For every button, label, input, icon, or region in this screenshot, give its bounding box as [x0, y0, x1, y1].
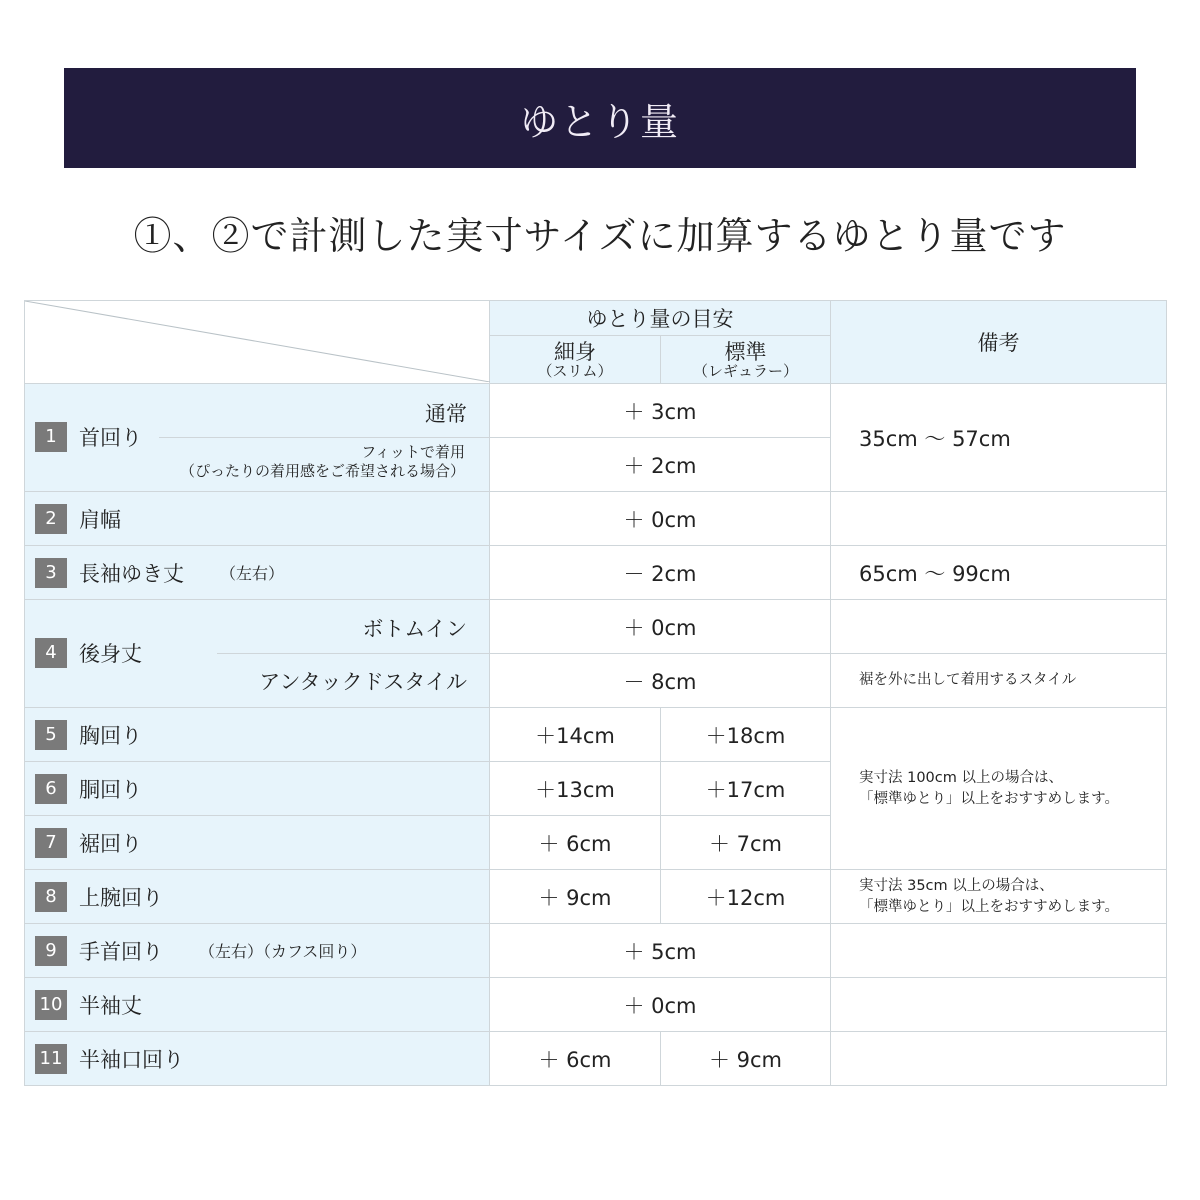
remark-line: 「標準ゆとり」以上をおすすめします。: [859, 790, 1119, 807]
sleeve-remark: 65cm 〜 99cm: [831, 546, 1167, 600]
row-short-sleeve-label: [25, 978, 490, 1032]
row-note: （左右）（カフス回り）: [199, 942, 367, 961]
row-number-badge: 6: [35, 774, 67, 804]
header-slim: [490, 336, 661, 384]
short-sleeve-remark: [831, 978, 1167, 1032]
row-number-badge: 8: [35, 882, 67, 912]
back-bottom-in-remark: [831, 600, 1167, 654]
back-bottom-in-label: ボトムイン: [362, 617, 467, 641]
short-sleeve-opening-remark: [831, 1032, 1167, 1086]
back-untucked-value: － 8cm: [490, 654, 831, 708]
row-label: 長袖ゆき丈: [79, 561, 184, 586]
page-subtitle: ①、②で計測した実寸サイズに加算するゆとり量です: [133, 214, 1067, 258]
row-sleeve-label: [25, 546, 490, 600]
row-label: 上腕回り: [79, 885, 163, 910]
row-label: 胸回り: [79, 723, 142, 748]
row-number-badge: 3: [35, 558, 67, 588]
row-label: 半袖口回り: [79, 1047, 184, 1072]
header-diagonal-line: [25, 301, 490, 382]
chest-slim-value: ＋14cm: [490, 708, 661, 762]
row-neck-label: [25, 384, 490, 492]
row-hem-label: [25, 816, 490, 870]
row-number-badge: 7: [35, 828, 67, 858]
chest-waist-hem-remark: [831, 708, 1167, 870]
neck-fit-value: ＋ 2cm: [490, 438, 831, 492]
back-length-divider: [217, 653, 489, 654]
header-regular: [661, 336, 831, 384]
row-short-sleeve-opening-label: [25, 1032, 490, 1086]
remark-line: 実寸法 100cm 以上の場合は、: [859, 769, 1063, 786]
row-number-badge: 4: [35, 638, 67, 668]
header-remarks-label: 備考: [977, 331, 1020, 355]
row-upper-arm-label: [25, 870, 490, 924]
shoulder-value: ＋ 0cm: [490, 492, 831, 546]
row-chest-label: [25, 708, 490, 762]
remark-line: 実寸法 35cm 以上の場合は、: [859, 877, 1054, 894]
row-waist-label: [25, 762, 490, 816]
short-sleeve-opening-slim-value: ＋ 6cm: [490, 1032, 661, 1086]
row-number-badge: 10: [35, 990, 67, 1020]
allowance-table: [24, 300, 1167, 1086]
header-regular-label: 標準: [724, 339, 767, 364]
neck-divider: [159, 437, 489, 438]
shoulder-remark: [831, 492, 1167, 546]
remark-line: 「標準ゆとり」以上をおすすめします。: [859, 898, 1119, 915]
hem-regular-value: ＋ 7cm: [661, 816, 831, 870]
neck-fit-block: [180, 443, 465, 481]
header-remarks: [831, 301, 1167, 384]
waist-slim-value: ＋13cm: [490, 762, 661, 816]
row-shoulder-label: [25, 492, 490, 546]
header-slim-label: 細身: [554, 339, 596, 364]
header-corner: [25, 301, 490, 384]
back-untucked-label: アンタックドスタイル: [259, 670, 467, 694]
neck-fit-label: フィットで着用: [361, 443, 465, 461]
row-label: 裾回り: [79, 831, 142, 856]
row-label: 後身丈: [79, 642, 142, 666]
row-label: 首回り: [79, 426, 142, 450]
row-note: （左右）: [220, 564, 285, 583]
row-number-badge: 11: [35, 1044, 67, 1074]
row-number-badge: 1: [35, 422, 67, 452]
waist-regular-value: ＋17cm: [661, 762, 831, 816]
upper-arm-slim-value: ＋ 9cm: [490, 870, 661, 924]
row-label: 肩幅: [79, 507, 121, 532]
chest-regular-value: ＋18cm: [661, 708, 831, 762]
row-number-badge: 9: [35, 936, 67, 966]
row-label: 半袖丈: [79, 993, 142, 1018]
neck-normal-label: 通常: [425, 402, 467, 426]
header-group-label: ゆとり量の目安: [586, 307, 734, 331]
header-allowance-group: [490, 301, 831, 336]
header-regular-sub: （レギュラー）: [692, 361, 798, 380]
banner-title: ゆとり量: [519, 99, 680, 144]
hem-slim-value: ＋ 6cm: [490, 816, 661, 870]
row-number-badge: 5: [35, 720, 67, 750]
neck-normal-value: ＋ 3cm: [490, 384, 831, 438]
row-label: 手首回り: [79, 939, 163, 964]
row-label: 胴回り: [79, 777, 142, 802]
short-sleeve-value: ＋ 0cm: [490, 978, 831, 1032]
upper-arm-regular-value: ＋12cm: [661, 870, 831, 924]
wrist-remark: [831, 924, 1167, 978]
back-bottom-in-value: ＋ 0cm: [490, 600, 831, 654]
sleeve-value: － 2cm: [490, 546, 831, 600]
short-sleeve-opening-regular-value: ＋ 9cm: [661, 1032, 831, 1086]
row-wrist-label: [25, 924, 490, 978]
row-number-badge: 2: [35, 504, 67, 534]
row-back-length-label: [25, 600, 490, 708]
wrist-value: ＋ 5cm: [490, 924, 831, 978]
back-untucked-remark: 裾を外に出して着用するスタイル: [831, 654, 1167, 708]
header-slim-sub: （スリム）: [537, 361, 613, 380]
upper-arm-remark: [831, 870, 1167, 924]
neck-remark: 35cm 〜 57cm: [831, 384, 1167, 492]
neck-fit-note: （ぴったりの着用感をご希望される場合）: [179, 462, 465, 480]
title-banner: [64, 68, 1136, 168]
